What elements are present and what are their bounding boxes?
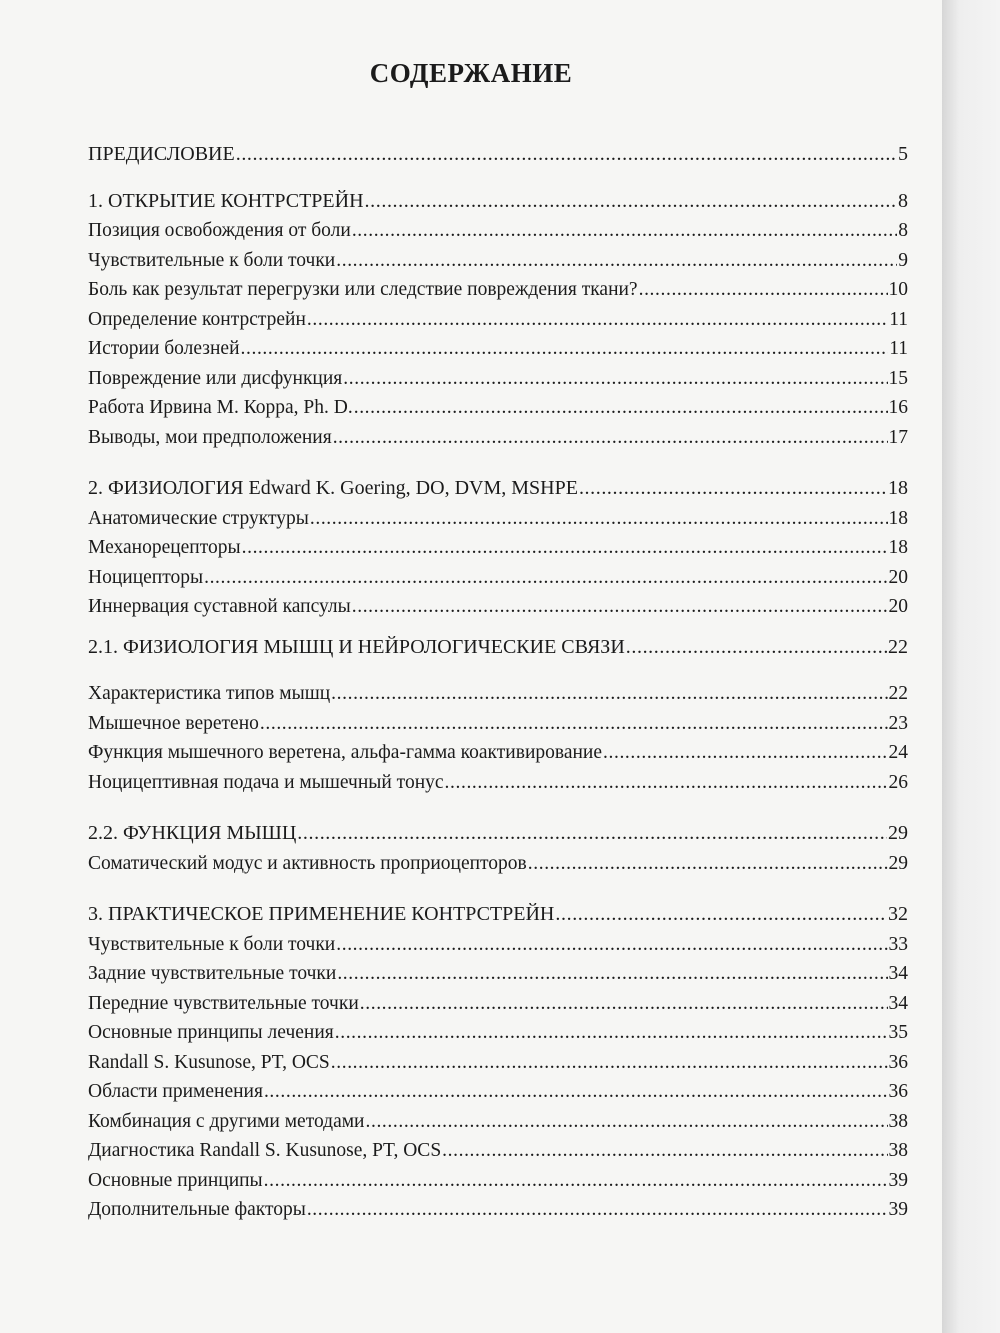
page-title: СОДЕРЖАНИЕ: [369, 58, 573, 88]
toc-entry-label: Работа Ирвина М. Корра, Ph. D.: [88, 397, 353, 418]
toc-entry-page-number: 5: [898, 143, 908, 165]
toc-entry-label: Механорецепторы: [88, 537, 241, 558]
dot-leader: [264, 1166, 888, 1196]
toc-entry-label: 3. ПРАКТИЧЕСКОЕ ПРИМЕНЕНИЕ КОНТРСТРЕЙН: [88, 903, 555, 925]
dot-leader: [204, 563, 887, 593]
toc-entry: [88, 563, 908, 593]
toc-entry-page-number: 29: [888, 822, 908, 844]
dot-leader: [352, 592, 888, 622]
toc-entry-label: Основные принципы: [88, 1169, 263, 1191]
toc-entry-label: Функция мышечного веретена, альфа-гамма коактивирование: [88, 742, 603, 763]
toc-entry: [88, 393, 908, 423]
toc-entry: [88, 246, 908, 276]
toc-entry-label: Ноцицептивная подача и мышечный тонус: [88, 771, 444, 793]
toc-entry-label: Определение контрстрейн: [88, 308, 306, 330]
toc-entry-page-number: 38: [888, 1140, 908, 1161]
toc-entry-page-number: 22: [888, 635, 908, 658]
dot-leader: [366, 1107, 888, 1137]
toc-entry-label: Диагностика Randall S. Kusunose, PT, OCS: [88, 1140, 442, 1161]
toc-entry: [88, 216, 908, 246]
dot-leader: [445, 768, 888, 798]
toc-entry-page-number: 26: [888, 771, 908, 793]
dot-leader: [242, 533, 888, 563]
dot-leader: [241, 334, 889, 364]
toc-entry-label: Повреждение или дисфункция: [88, 367, 343, 389]
toc-entry: [88, 504, 908, 534]
table-of-contents: [88, 140, 908, 1225]
dot-leader: [260, 709, 888, 739]
toc-entry-page-number: 9: [898, 249, 908, 271]
dot-leader: [335, 1018, 888, 1048]
toc-entry-label: Дополнительные факторы: [88, 1199, 306, 1220]
toc-entry-label: Комбинация с другими методами: [88, 1110, 365, 1132]
toc-entry: [88, 187, 908, 217]
toc-entry-page-number: 18: [888, 537, 908, 558]
toc-entry-label: Характеристика типов мышц: [88, 683, 331, 704]
dot-leader: [331, 679, 887, 709]
toc-entry-page-number: 16: [888, 397, 908, 418]
dot-leader: [297, 819, 887, 849]
toc-entry-page-number: 39: [888, 1169, 908, 1191]
toc-entry-page-number: 36: [888, 1081, 908, 1102]
toc-entry: [88, 989, 908, 1019]
dot-leader: [337, 959, 887, 989]
dot-leader: [343, 364, 887, 394]
toc-entry-page-number: 23: [888, 712, 908, 734]
toc-entry: [88, 533, 908, 563]
toc-entry-page-number: 8: [898, 220, 908, 241]
toc-entry: [88, 930, 908, 960]
toc-entry-label: 2.1. ФИЗИОЛОГИЯ МЫШЦ И НЕЙРОЛОГИЧЕСКИЕ СВЯЗИ: [88, 635, 625, 658]
toc-entry: [88, 959, 908, 989]
toc-entry-label: Мышечное веретено: [88, 712, 259, 734]
toc-entry-page-number: 36: [888, 1051, 908, 1073]
toc-entry-label: Боль как результат перегрузки или следствие повреждения ткани?: [88, 279, 638, 300]
dot-leader: [639, 275, 888, 305]
toc-entry-label: Истории болезней: [88, 338, 240, 359]
dot-leader: [354, 393, 888, 423]
dot-leader: [555, 900, 887, 930]
toc-entry: [88, 305, 908, 335]
toc-entry: [88, 849, 908, 879]
toc-entry-page-number: 15: [888, 367, 908, 389]
toc-entry-page-number: 29: [888, 852, 908, 874]
toc-entry: [88, 679, 908, 709]
dot-leader: [310, 504, 888, 534]
toc-entry-label: 2. ФИЗИОЛОГИЯ Edward K. Goering, DO, DVM, MSHPE: [88, 477, 578, 499]
toc-entry-page-number: 34: [888, 992, 908, 1014]
toc-entry-page-number: 20: [888, 596, 908, 617]
toc-entry: [88, 1166, 908, 1196]
toc-entry-label: 1. ОТКРЫТИЕ КОНТРСТРЕЙН: [88, 189, 364, 212]
toc-entry-page-number: 18: [888, 507, 908, 529]
toc-entry: [88, 275, 908, 305]
toc-entry-label: Основные принципы лечения: [88, 1022, 334, 1043]
toc-entry-label: Randall S. Kusunose, PT, OCS: [88, 1051, 330, 1073]
toc-entry-label: 2.2. ФУНКЦИЯ МЫШЦ: [88, 822, 297, 844]
dot-leader: [264, 1077, 888, 1107]
toc-entry-page-number: 8: [898, 189, 908, 212]
dot-leader: [307, 1195, 888, 1225]
toc-entry-page-number: 39: [888, 1199, 908, 1220]
toc-entry: [88, 1018, 908, 1048]
toc-entry-page-number: 22: [888, 683, 908, 704]
toc-entry: [88, 900, 908, 930]
dot-leader: [579, 474, 887, 504]
toc-entry-page-number: 10: [888, 279, 908, 300]
toc-entry: [88, 474, 908, 504]
toc-entry-label: Задние чувствительные точки: [88, 963, 337, 984]
toc-entry: [88, 592, 908, 622]
dot-leader: [336, 930, 887, 960]
toc-entry-label: Анатомические структуры: [88, 507, 309, 529]
toc-entry-label: Области применения: [88, 1081, 263, 1102]
dot-leader: [236, 140, 897, 170]
toc-entry-page-number: 11: [889, 338, 908, 359]
dot-leader: [442, 1136, 887, 1166]
toc-entry-page-number: 35: [888, 1022, 908, 1043]
toc-entry-label: ПРЕДИСЛОВИЕ: [88, 143, 235, 165]
toc-entry-label: Ноцицепторы: [88, 566, 204, 588]
toc-entry-label: Передние чувствительные точки: [88, 992, 359, 1014]
dot-leader: [331, 1048, 888, 1078]
dot-leader: [626, 633, 887, 663]
toc-entry-page-number: 24: [888, 742, 908, 763]
dot-leader: [333, 423, 888, 453]
toc-entry-label: Позиция освобождения от боли: [88, 220, 351, 241]
toc-entry: [88, 633, 908, 663]
toc-entry: [88, 709, 908, 739]
page-edge-shadow: [942, 0, 1000, 1333]
toc-entry-page-number: 33: [888, 933, 908, 955]
toc-entry-label: Иннервация суставной капсулы: [88, 596, 351, 617]
toc-entry: [88, 768, 908, 798]
toc-entry: [88, 1048, 908, 1078]
dot-leader: [360, 989, 888, 1019]
dot-leader: [528, 849, 888, 879]
toc-entry: [88, 423, 908, 453]
toc-entry-label: Чувствительные к боли точки: [88, 933, 336, 955]
toc-entry: [88, 1077, 908, 1107]
toc-entry-page-number: 17: [888, 426, 908, 448]
toc-entry-page-number: 11: [889, 308, 908, 330]
toc-entry-page-number: 34: [888, 963, 908, 984]
toc-entry: [88, 1107, 908, 1137]
toc-entry: [88, 334, 908, 364]
dot-leader: [307, 305, 888, 335]
toc-entry: [88, 1195, 908, 1225]
toc-entry-page-number: 20: [888, 566, 908, 588]
toc-entry-page-number: 32: [888, 903, 908, 925]
toc-entry-label: Выводы, мои предположения: [88, 426, 332, 448]
toc-entry: [88, 819, 908, 849]
toc-entry: [88, 140, 908, 170]
dot-leader: [352, 216, 897, 246]
toc-entry: [88, 738, 908, 768]
toc-entry-label: Чувствительные к боли точки: [88, 249, 336, 271]
toc-entry: [88, 1136, 908, 1166]
dot-leader: [365, 187, 897, 217]
dot-leader: [336, 246, 897, 276]
toc-entry-label: Соматический модус и активность проприоцепторов: [88, 852, 527, 874]
toc-entry-page-number: 38: [888, 1110, 908, 1132]
toc-entry: [88, 364, 908, 394]
toc-entry-page-number: 18: [888, 477, 908, 499]
dot-leader: [603, 738, 887, 768]
